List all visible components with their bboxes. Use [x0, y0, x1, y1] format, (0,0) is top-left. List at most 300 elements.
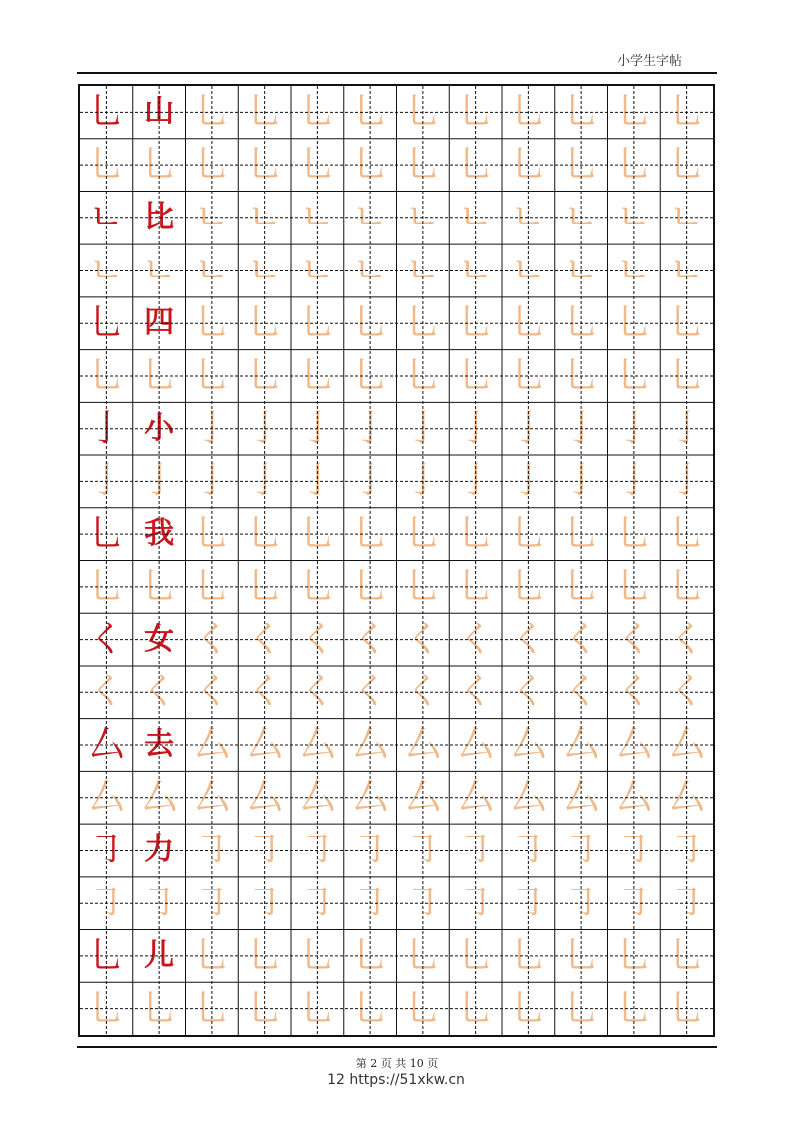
stroke-glyph: 乚	[457, 144, 494, 186]
example-row	[80, 930, 713, 983]
stroke-glyph: 亅	[246, 460, 283, 502]
trace-row	[80, 139, 713, 192]
trace-stroke-cell	[291, 139, 344, 192]
trace-stroke-cell	[449, 719, 502, 772]
stroke-glyph: ㄴ	[247, 196, 283, 238]
trace-stroke-cell	[291, 350, 344, 403]
stroke-glyph: ㄴ	[458, 249, 494, 291]
stroke-glyph: 乚	[615, 513, 652, 555]
trace-stroke-cell	[80, 666, 133, 719]
trace-stroke-cell	[80, 244, 133, 297]
stroke-glyph: 乚	[510, 91, 547, 133]
trace-row	[80, 666, 713, 719]
trace-stroke-cell	[502, 297, 555, 350]
stroke-glyph: 厶	[668, 724, 705, 766]
stroke-glyph: 厶	[563, 776, 600, 818]
trace-stroke-cell	[660, 244, 713, 297]
stroke-glyph: 亅	[299, 407, 336, 449]
trace-stroke-cell	[608, 719, 661, 772]
trace-stroke-cell	[555, 666, 608, 719]
trace-stroke-cell	[133, 771, 186, 824]
stroke-glyph: く	[246, 618, 283, 660]
stroke-glyph: 乚	[563, 987, 600, 1029]
stroke-glyph: ㄴ	[616, 249, 652, 291]
example-row	[80, 613, 713, 666]
stroke-glyph: 厶	[193, 776, 230, 818]
stroke-glyph: 乚	[668, 91, 705, 133]
stroke-glyph: ㇆	[299, 882, 336, 924]
trace-stroke-cell	[660, 508, 713, 561]
stroke-glyph: 乚	[88, 144, 125, 186]
trace-stroke-cell	[238, 561, 291, 614]
trace-stroke-cell	[397, 297, 450, 350]
trace-stroke-cell	[344, 402, 397, 455]
stroke-glyph: 乚	[668, 513, 705, 555]
trace-stroke-cell	[502, 402, 555, 455]
stroke-glyph: 乚	[88, 513, 125, 555]
trace-stroke-cell	[608, 455, 661, 508]
stroke-glyph: 厶	[615, 776, 652, 818]
character-example-cell	[133, 86, 186, 139]
trace-stroke-cell	[291, 877, 344, 930]
stroke-glyph: 乚	[246, 91, 283, 133]
stroke-glyph: ㄴ	[563, 196, 599, 238]
stroke-glyph: ㇆	[510, 829, 547, 871]
character-example-cell	[133, 930, 186, 983]
stroke-glyph: 乚	[141, 354, 178, 396]
trace-stroke-cell	[80, 139, 133, 192]
stroke-glyph: 乚	[404, 934, 441, 976]
trace-stroke-cell	[608, 561, 661, 614]
trace-stroke-cell	[449, 139, 502, 192]
trace-stroke-cell	[449, 877, 502, 930]
character-example-cell	[133, 402, 186, 455]
stroke-glyph: 亅	[352, 460, 389, 502]
stroke-glyph: 乚	[299, 987, 336, 1029]
trace-stroke-cell	[502, 719, 555, 772]
trace-stroke-cell	[397, 613, 450, 666]
stroke-glyph: く	[88, 618, 125, 660]
stroke-glyph: 厶	[193, 724, 230, 766]
trace-stroke-cell	[660, 719, 713, 772]
trace-stroke-cell	[186, 86, 239, 139]
stroke-glyph: ㇆	[404, 882, 441, 924]
trace-stroke-cell	[555, 613, 608, 666]
stroke-glyph: 乚	[457, 302, 494, 344]
trace-stroke-cell	[502, 244, 555, 297]
trace-stroke-cell	[344, 561, 397, 614]
stroke-glyph: 乚	[404, 302, 441, 344]
trace-stroke-cell	[449, 455, 502, 508]
stroke-glyph: 厶	[404, 776, 441, 818]
stroke-glyph: ㇆	[668, 882, 705, 924]
trace-stroke-cell	[608, 86, 661, 139]
example-row	[80, 508, 713, 561]
trace-stroke-cell	[344, 297, 397, 350]
stroke-glyph: ㄴ	[352, 249, 388, 291]
stroke-glyph: 乚	[352, 565, 389, 607]
trace-stroke-cell	[449, 824, 502, 877]
stroke-glyph: 乚	[510, 354, 547, 396]
example-row	[80, 719, 713, 772]
trace-stroke-cell	[555, 139, 608, 192]
trace-stroke-cell	[186, 930, 239, 983]
stroke-example-cell	[80, 402, 133, 455]
stroke-glyph: 亅	[457, 460, 494, 502]
trace-stroke-cell	[238, 191, 291, 244]
trace-stroke-cell	[449, 191, 502, 244]
trace-stroke-cell	[397, 86, 450, 139]
trace-stroke-cell	[555, 297, 608, 350]
trace-stroke-cell	[133, 561, 186, 614]
practice-character: 比	[144, 199, 175, 235]
trace-stroke-cell	[502, 455, 555, 508]
trace-stroke-cell	[186, 613, 239, 666]
trace-stroke-cell	[186, 191, 239, 244]
stroke-glyph: 亅	[563, 460, 600, 502]
stroke-glyph: ㄴ	[510, 196, 546, 238]
practice-character: 女	[144, 621, 175, 657]
stroke-glyph: 乚	[563, 302, 600, 344]
stroke-glyph: 乚	[563, 354, 600, 396]
stroke-glyph: ㇆	[246, 829, 283, 871]
trace-stroke-cell	[397, 982, 450, 1035]
trace-stroke-cell	[133, 982, 186, 1035]
trace-stroke-cell	[344, 982, 397, 1035]
stroke-glyph: 乚	[193, 934, 230, 976]
trace-stroke-cell	[608, 771, 661, 824]
trace-stroke-cell	[397, 244, 450, 297]
stroke-glyph: 乚	[193, 513, 230, 555]
trace-stroke-cell	[502, 508, 555, 561]
trace-stroke-cell	[186, 666, 239, 719]
trace-stroke-cell	[608, 244, 661, 297]
stroke-glyph: 乚	[563, 91, 600, 133]
trace-stroke-cell	[344, 139, 397, 192]
trace-stroke-cell	[80, 982, 133, 1035]
trace-stroke-cell	[555, 350, 608, 403]
stroke-glyph: 厶	[352, 724, 389, 766]
stroke-glyph: ㇆	[615, 829, 652, 871]
trace-stroke-cell	[291, 297, 344, 350]
stroke-glyph: く	[563, 671, 600, 713]
stroke-glyph: ㇆	[352, 829, 389, 871]
trace-stroke-cell	[238, 719, 291, 772]
trace-stroke-cell	[397, 350, 450, 403]
stroke-glyph: 乚	[404, 987, 441, 1029]
stroke-glyph: 乚	[193, 302, 230, 344]
trace-stroke-cell	[608, 930, 661, 983]
stroke-glyph: 乚	[88, 987, 125, 1029]
stroke-glyph: 乚	[510, 144, 547, 186]
stroke-glyph: 乚	[352, 354, 389, 396]
example-row	[80, 191, 713, 244]
stroke-glyph: く	[457, 618, 494, 660]
trace-stroke-cell	[291, 508, 344, 561]
trace-stroke-cell	[344, 455, 397, 508]
stroke-glyph: 乚	[246, 144, 283, 186]
stroke-glyph: ㄴ	[194, 196, 230, 238]
trace-stroke-cell	[555, 824, 608, 877]
example-row	[80, 824, 713, 877]
stroke-glyph: ㄴ	[299, 249, 335, 291]
stroke-glyph: 厶	[457, 724, 494, 766]
trace-stroke-cell	[449, 402, 502, 455]
character-example-cell	[133, 297, 186, 350]
stroke-glyph: く	[246, 671, 283, 713]
trace-stroke-cell	[397, 191, 450, 244]
stroke-glyph: 乚	[88, 302, 125, 344]
stroke-glyph: ㄴ	[616, 196, 652, 238]
stroke-glyph: く	[404, 671, 441, 713]
practice-character: 小	[144, 410, 175, 446]
trace-stroke-cell	[660, 191, 713, 244]
stroke-glyph: く	[193, 618, 230, 660]
trace-stroke-cell	[660, 350, 713, 403]
stroke-glyph: く	[510, 618, 547, 660]
stroke-glyph: く	[299, 671, 336, 713]
stroke-glyph: ㄴ	[563, 249, 599, 291]
stroke-glyph: ㇆	[88, 882, 125, 924]
trace-stroke-cell	[608, 139, 661, 192]
trace-stroke-cell	[449, 561, 502, 614]
trace-stroke-cell	[291, 930, 344, 983]
trace-stroke-cell	[555, 402, 608, 455]
trace-stroke-cell	[80, 350, 133, 403]
trace-stroke-cell	[449, 86, 502, 139]
stroke-glyph: 乚	[88, 354, 125, 396]
trace-row	[80, 771, 713, 824]
trace-stroke-cell	[660, 86, 713, 139]
trace-stroke-cell	[344, 719, 397, 772]
stroke-glyph: 乚	[193, 354, 230, 396]
example-row	[80, 402, 713, 455]
trace-stroke-cell	[449, 613, 502, 666]
page-number: 第 2 页 共 10 页	[355, 1057, 439, 1070]
stroke-glyph: く	[193, 671, 230, 713]
trace-row	[80, 561, 713, 614]
stroke-glyph: 乚	[457, 934, 494, 976]
stroke-glyph: 亅	[510, 460, 547, 502]
stroke-glyph: 厶	[246, 776, 283, 818]
trace-stroke-cell	[186, 719, 239, 772]
stroke-glyph: 厶	[668, 776, 705, 818]
character-example-cell	[133, 191, 186, 244]
stroke-glyph: ㇆	[668, 829, 705, 871]
trace-stroke-cell	[186, 771, 239, 824]
stroke-glyph: 乚	[299, 513, 336, 555]
trace-stroke-cell	[608, 666, 661, 719]
trace-stroke-cell	[397, 455, 450, 508]
trace-stroke-cell	[80, 877, 133, 930]
trace-stroke-cell	[186, 982, 239, 1035]
trace-stroke-cell	[291, 771, 344, 824]
trace-stroke-cell	[660, 455, 713, 508]
trace-stroke-cell	[133, 244, 186, 297]
trace-stroke-cell	[186, 244, 239, 297]
practice-character: 力	[144, 832, 175, 868]
stroke-glyph: 厶	[615, 724, 652, 766]
stroke-glyph: 乚	[246, 354, 283, 396]
trace-stroke-cell	[660, 402, 713, 455]
trace-stroke-cell	[608, 191, 661, 244]
stroke-glyph: 乚	[299, 91, 336, 133]
trace-stroke-cell	[397, 771, 450, 824]
stroke-example-cell	[80, 297, 133, 350]
trace-stroke-cell	[186, 455, 239, 508]
trace-stroke-cell	[502, 666, 555, 719]
trace-stroke-cell	[608, 402, 661, 455]
stroke-glyph: 乚	[615, 987, 652, 1029]
trace-row	[80, 455, 713, 508]
stroke-glyph: 乚	[615, 302, 652, 344]
stroke-glyph: 厶	[563, 724, 600, 766]
trace-stroke-cell	[660, 771, 713, 824]
trace-stroke-cell	[291, 666, 344, 719]
trace-stroke-cell	[344, 350, 397, 403]
stroke-glyph: ㇆	[404, 829, 441, 871]
trace-stroke-cell	[238, 244, 291, 297]
trace-stroke-cell	[608, 824, 661, 877]
practice-grid	[78, 84, 715, 1037]
trace-stroke-cell	[660, 982, 713, 1035]
stroke-glyph: 厶	[299, 724, 336, 766]
stroke-glyph: 乚	[510, 513, 547, 555]
stroke-glyph: く	[615, 618, 652, 660]
stroke-glyph: 亅	[88, 407, 125, 449]
trace-stroke-cell	[80, 771, 133, 824]
stroke-example-cell	[80, 824, 133, 877]
stroke-glyph: 厶	[88, 724, 125, 766]
trace-stroke-cell	[555, 508, 608, 561]
stroke-glyph: ㇆	[193, 829, 230, 871]
stroke-glyph: ㇆	[141, 882, 178, 924]
trace-stroke-cell	[397, 824, 450, 877]
trace-stroke-cell	[238, 508, 291, 561]
trace-stroke-cell	[238, 877, 291, 930]
stroke-glyph: ㄴ	[299, 196, 335, 238]
stroke-glyph: 乚	[615, 354, 652, 396]
trace-stroke-cell	[397, 877, 450, 930]
trace-stroke-cell	[133, 455, 186, 508]
trace-stroke-cell	[133, 877, 186, 930]
stroke-glyph: 亅	[352, 407, 389, 449]
trace-stroke-cell	[555, 86, 608, 139]
stroke-glyph: ㄴ	[458, 196, 494, 238]
stroke-glyph: 乚	[246, 513, 283, 555]
stroke-glyph: 乚	[193, 91, 230, 133]
trace-stroke-cell	[502, 86, 555, 139]
stroke-glyph: 亅	[615, 460, 652, 502]
stroke-glyph: ㇆	[510, 882, 547, 924]
stroke-glyph: 乚	[299, 354, 336, 396]
trace-stroke-cell	[344, 877, 397, 930]
stroke-glyph: く	[563, 618, 600, 660]
stroke-glyph: 厶	[510, 724, 547, 766]
stroke-glyph: ㄴ	[352, 196, 388, 238]
trace-stroke-cell	[555, 244, 608, 297]
trace-stroke-cell	[291, 982, 344, 1035]
stroke-glyph: 乚	[246, 302, 283, 344]
trace-stroke-cell	[449, 982, 502, 1035]
trace-stroke-cell	[502, 982, 555, 1035]
header-rule	[77, 72, 717, 74]
stroke-glyph: 亅	[193, 460, 230, 502]
trace-stroke-cell	[608, 877, 661, 930]
stroke-glyph: 乚	[352, 91, 389, 133]
stroke-glyph: 乚	[668, 934, 705, 976]
stroke-glyph: 乚	[457, 354, 494, 396]
trace-stroke-cell	[344, 666, 397, 719]
trace-row	[80, 350, 713, 403]
trace-stroke-cell	[344, 191, 397, 244]
trace-stroke-cell	[397, 402, 450, 455]
stroke-glyph: 乚	[141, 144, 178, 186]
stroke-glyph: 亅	[404, 407, 441, 449]
stroke-glyph: 乚	[352, 302, 389, 344]
stroke-glyph: ㄴ	[669, 249, 705, 291]
trace-stroke-cell	[397, 561, 450, 614]
trace-stroke-cell	[186, 402, 239, 455]
stroke-glyph: 乚	[668, 302, 705, 344]
trace-stroke-cell	[344, 613, 397, 666]
stroke-glyph: ㇆	[615, 882, 652, 924]
trace-stroke-cell	[238, 771, 291, 824]
trace-stroke-cell	[238, 666, 291, 719]
trace-stroke-cell	[449, 244, 502, 297]
trace-stroke-cell	[291, 191, 344, 244]
stroke-glyph: 乚	[352, 987, 389, 1029]
stroke-glyph: ㇆	[299, 829, 336, 871]
stroke-example-cell	[80, 613, 133, 666]
trace-stroke-cell	[502, 771, 555, 824]
trace-stroke-cell	[238, 139, 291, 192]
trace-stroke-cell	[238, 613, 291, 666]
stroke-glyph: 厶	[457, 776, 494, 818]
stroke-glyph: 乚	[299, 934, 336, 976]
stroke-glyph: く	[299, 618, 336, 660]
trace-stroke-cell	[186, 350, 239, 403]
stroke-glyph: 亅	[246, 407, 283, 449]
footer-rule	[77, 1046, 717, 1048]
stroke-glyph: 乚	[510, 987, 547, 1029]
stroke-glyph: 乚	[457, 513, 494, 555]
stroke-glyph: く	[352, 671, 389, 713]
trace-stroke-cell	[238, 86, 291, 139]
stroke-glyph: ㇆	[457, 829, 494, 871]
stroke-glyph: 乚	[193, 565, 230, 607]
stroke-glyph: 亅	[563, 407, 600, 449]
stroke-glyph: 乚	[457, 565, 494, 607]
stroke-glyph: 乚	[141, 565, 178, 607]
stroke-example-cell	[80, 191, 133, 244]
trace-stroke-cell	[608, 982, 661, 1035]
trace-stroke-cell	[660, 139, 713, 192]
trace-stroke-cell	[608, 508, 661, 561]
stroke-glyph: 乚	[352, 934, 389, 976]
stroke-glyph: 乚	[563, 144, 600, 186]
trace-stroke-cell	[555, 191, 608, 244]
stroke-glyph: 厶	[299, 776, 336, 818]
trace-stroke-cell	[660, 666, 713, 719]
trace-stroke-cell	[186, 139, 239, 192]
trace-stroke-cell	[502, 824, 555, 877]
stroke-glyph: 乚	[668, 144, 705, 186]
stroke-glyph: 乚	[193, 987, 230, 1029]
trace-stroke-cell	[449, 508, 502, 561]
trace-stroke-cell	[660, 877, 713, 930]
stroke-glyph: 乚	[457, 91, 494, 133]
